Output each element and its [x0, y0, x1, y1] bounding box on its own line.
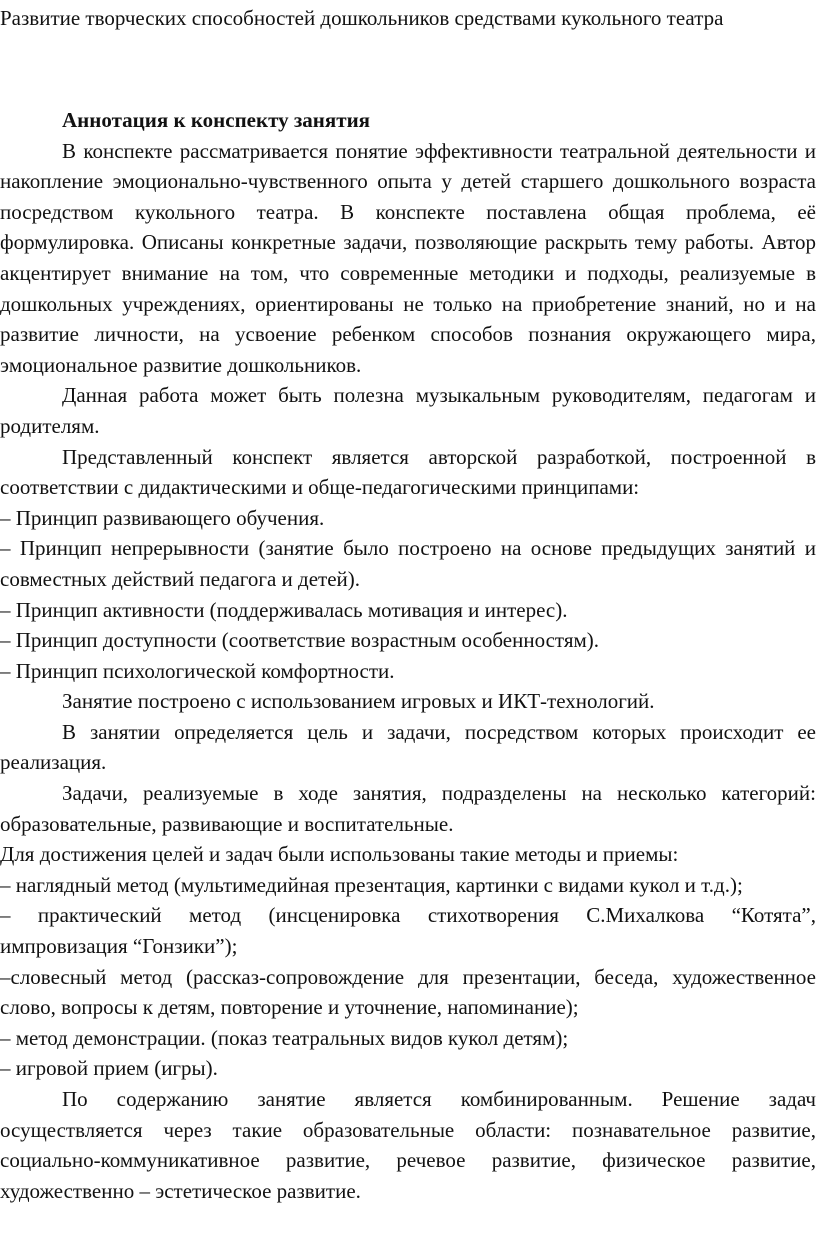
paragraph-tasks: Задачи, реализуемые в ходе занятия, подразделены на несколько категорий: образовательные, развивающие и воспитательные. [0, 781, 816, 836]
principle-item: – Принцип активности (поддерживалась мотивация и интерес). [0, 597, 568, 622]
paragraph-goals: В занятии определяется цель и задачи, посредством которых происходит ее реализация. [0, 719, 816, 775]
method-item: – метод демонстрации. (показ театральных видов кукол детям); [0, 1025, 569, 1050]
method-item: – наглядный метод (мультимедийная презентация, картинки с видами кукол и т.д.); [0, 872, 743, 897]
annotation-heading: Аннотация к конспекту занятия [62, 108, 371, 132]
paragraph-conclusion: По содержанию занятие является комбинированным. Решение задач осуществляется через такие образовательные области: познавательное развитие, социально-коммуникативное развитие, речевое развитие, физическое развитие, художественно – эстетическое развитие. [0, 1087, 816, 1203]
principle-item: – Принцип развивающего обучения. [0, 505, 325, 530]
method-item: – игровой прием (игры). [0, 1056, 218, 1081]
paragraph-audience: Данная работа может быть полезна музыкальным руководителям, педагогам и родителям. [0, 383, 816, 438]
method-item: – практический метод (инсценировка стихотворения С.Михалкова “Котята”, импровизация “Гонзики”); [0, 903, 816, 959]
principle-item: – Принцип психологической комфортности. [0, 658, 395, 683]
paragraph-technologies: Занятие построено с использованием игровых и ИКТ-технологий. [62, 689, 655, 714]
paragraph-intro: В конспекте рассматривается понятие эффективности театральной деятельности и накопление эмоционально-чувственного опыта у детей старшего дошкольного возраста посредством кукольного театра. В конспекте поставлена общая проблема, её формулировка. Описаны конкретные задачи, позволяющие раскрыть тему работы. Автор акцентирует внимание на том, что современные методики и подходы, реализуемые в дошкольных учреждениях, ориентированы не только на приобретение знаний, но и на развитие личности, на усвоение ребенком способов познания окружающего мира, эмоциональное развитие дошкольников. [0, 138, 816, 377]
methods-intro: Для достижения целей и задач были использованы такие методы и приемы: [0, 842, 679, 867]
method-item: –словесный метод (рассказ-сопровождение для презентации, беседа, художественное слово, вопросы к детям, повторение и уточнение, напоминание); [0, 964, 816, 1020]
principle-item: – Принцип непрерывности (занятие было построено на основе предыдущих занятий и совместных действий педагога и детей). [0, 536, 816, 591]
paragraph-principles-intro: Представленный конспект является авторской разработкой, построенной в соответствии с дидактическими и обще-педагогическими принципами: [0, 444, 816, 500]
principle-item: – Принцип доступности (соответствие возрастным особенностям). [0, 628, 600, 653]
document-title: Развитие творческих способностей дошкольников средствами кукольного театра [0, 6, 724, 30]
